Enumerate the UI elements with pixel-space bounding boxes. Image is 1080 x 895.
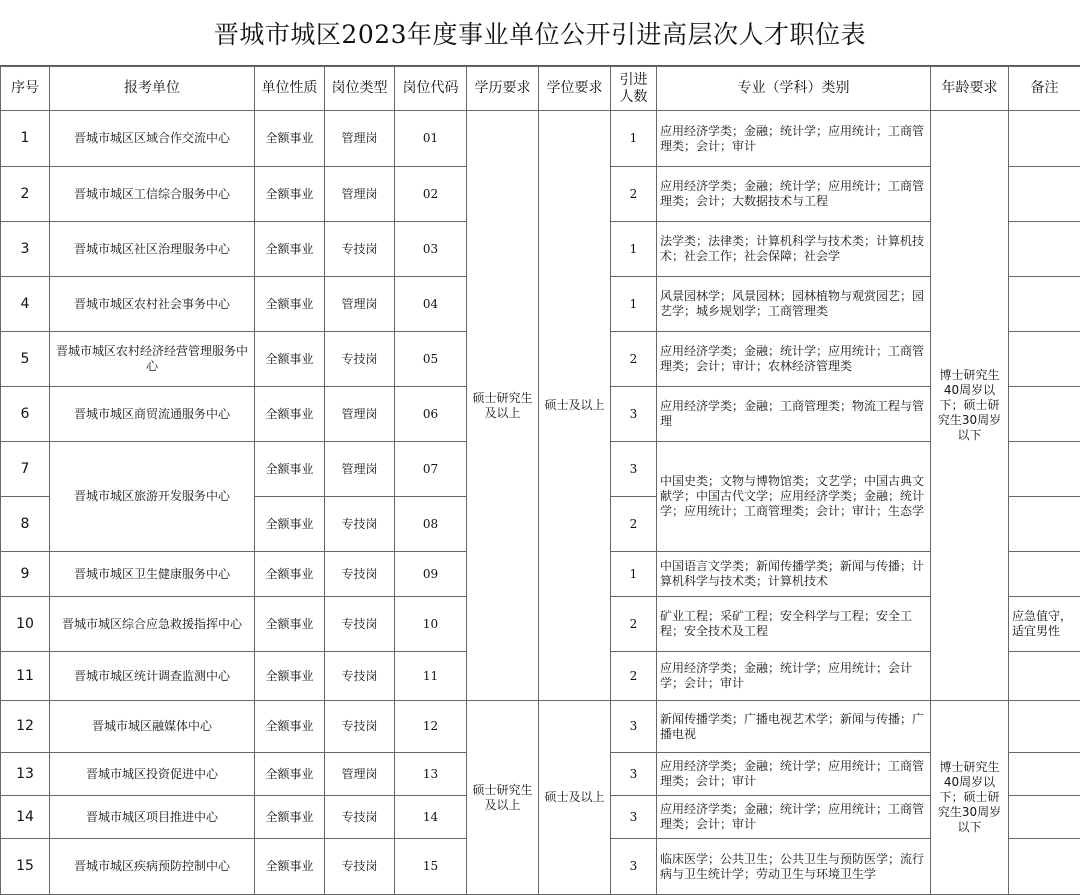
cell-note [1009, 839, 1080, 895]
cell-major: 风景园林学；风景园林；园林植物与观赏园艺；园艺学；城乡规划学；工商管理类 [657, 277, 931, 332]
cell-unit: 晋城市城区商贸流通服务中心 [50, 387, 255, 442]
cell-nature: 全额事业 [255, 497, 325, 552]
cell-post-code: 08 [395, 497, 467, 552]
cell-education-group2: 硕士研究生及以上 [467, 701, 539, 895]
cell-nature: 全额事业 [255, 167, 325, 222]
cell-unit: 晋城市城区区域合作交流中心 [50, 111, 255, 167]
cell-nature: 全额事业 [255, 839, 325, 895]
cell-post-type: 管理岗 [325, 753, 395, 796]
cell-major: 中国史类；文物与博物馆类；文艺学；中国古典文献学；中国古代文学；应用经济学类；金融；统计学；应用统计；工商管理类；会计；审计；生态学 [657, 442, 931, 552]
cell-post-code: 15 [395, 839, 467, 895]
cell-count: 1 [611, 552, 657, 597]
cell-note [1009, 277, 1080, 332]
cell-post-type: 管理岗 [325, 387, 395, 442]
cell-seq: 10 [1, 597, 50, 652]
header-seq: 序号 [1, 67, 50, 111]
cell-seq: 2 [1, 167, 50, 222]
header-unit: 报考单位 [50, 67, 255, 111]
cell-count: 2 [611, 497, 657, 552]
cell-count: 2 [611, 597, 657, 652]
cell-unit: 晋城市城区工信综合服务中心 [50, 167, 255, 222]
cell-note [1009, 387, 1080, 442]
cell-post-type: 专技岗 [325, 332, 395, 387]
cell-nature: 全额事业 [255, 753, 325, 796]
cell-post-code: 10 [395, 597, 467, 652]
cell-post-type: 专技岗 [325, 222, 395, 277]
cell-unit: 晋城市城区疾病预防控制中心 [50, 839, 255, 895]
cell-unit: 晋城市城区统计调查监测中心 [50, 652, 255, 701]
cell-count: 2 [611, 652, 657, 701]
header-post-code: 岗位代码 [395, 67, 467, 111]
cell-unit: 晋城市城区农村社会事务中心 [50, 277, 255, 332]
cell-post-type: 专技岗 [325, 839, 395, 895]
cell-note [1009, 652, 1080, 701]
cell-unit: 晋城市城区综合应急救援指挥中心 [50, 597, 255, 652]
cell-post-type: 管理岗 [325, 167, 395, 222]
cell-nature: 全额事业 [255, 332, 325, 387]
cell-post-code: 07 [395, 442, 467, 497]
cell-nature: 全额事业 [255, 442, 325, 497]
cell-nature: 全额事业 [255, 796, 325, 839]
cell-major: 矿业工程；采矿工程；安全科学与工程；安全工程；安全技术及工程 [657, 597, 931, 652]
cell-unit: 晋城市城区项目推进中心 [50, 796, 255, 839]
cell-count: 3 [611, 387, 657, 442]
cell-count: 3 [611, 796, 657, 839]
cell-post-type: 专技岗 [325, 552, 395, 597]
cell-post-code: 09 [395, 552, 467, 597]
header-count: 引进人数 [611, 67, 657, 111]
cell-count: 2 [611, 332, 657, 387]
cell-major: 临床医学；公共卫生；公共卫生与预防医学；流行病与卫生统计学；劳动卫生与环境卫生学 [657, 839, 931, 895]
cell-seq: 3 [1, 222, 50, 277]
cell-major: 应用经济学类；金融；统计学；应用统计；工商管理类；会计；审计 [657, 111, 931, 167]
cell-major: 应用经济学类；金融；统计学；应用统计；工商管理类；会计；审计；农林经济管理类 [657, 332, 931, 387]
cell-unit: 晋城市城区农村经济经营管理服务中心 [50, 332, 255, 387]
cell-nature: 全额事业 [255, 222, 325, 277]
cell-post-code: 02 [395, 167, 467, 222]
cell-count: 3 [611, 701, 657, 753]
cell-nature: 全额事业 [255, 701, 325, 753]
cell-age-group2: 博士研究生40周岁以下；硕士研究生30周岁以下 [931, 701, 1009, 895]
cell-count: 3 [611, 839, 657, 895]
cell-post-code: 06 [395, 387, 467, 442]
cell-major: 应用经济学类；金融；统计学；应用统计；会计学；会计；审计 [657, 652, 931, 701]
cell-post-type: 专技岗 [325, 497, 395, 552]
cell-note [1009, 111, 1080, 167]
cell-seq: 9 [1, 552, 50, 597]
cell-note [1009, 753, 1080, 796]
header-nature: 单位性质 [255, 67, 325, 111]
cell-seq: 1 [1, 111, 50, 167]
cell-note [1009, 497, 1080, 552]
document-title: 晋城市城区2023年度事业单位公开引进高层次人才职位表 [0, 0, 1080, 66]
header-education: 学历要求 [467, 67, 539, 111]
cell-count: 3 [611, 442, 657, 497]
cell-seq: 4 [1, 277, 50, 332]
cell-age-group1: 博士研究生40周岁以下；硕士研究生30周岁以下 [931, 111, 1009, 701]
cell-post-code: 03 [395, 222, 467, 277]
cell-count: 1 [611, 222, 657, 277]
cell-count: 1 [611, 111, 657, 167]
table-row [1, 111, 1080, 167]
cell-seq: 11 [1, 652, 50, 701]
table-row [1, 701, 1080, 753]
cell-major: 法学类；法律类；计算机科学与技术类；计算机技术；社会工作；社会保障；社会学 [657, 222, 931, 277]
cell-nature: 全额事业 [255, 597, 325, 652]
cell-seq: 15 [1, 839, 50, 895]
cell-seq: 6 [1, 387, 50, 442]
cell-nature: 全额事业 [255, 111, 325, 167]
cell-post-type: 专技岗 [325, 796, 395, 839]
cell-unit: 晋城市城区社区治理服务中心 [50, 222, 255, 277]
cell-post-code: 04 [395, 277, 467, 332]
cell-post-type: 专技岗 [325, 652, 395, 701]
cell-major: 应用经济学类；金融；统计学；应用统计；工商管理类；会计；大数据技术与工程 [657, 167, 931, 222]
cell-post-type: 管理岗 [325, 442, 395, 497]
cell-post-type: 专技岗 [325, 597, 395, 652]
cell-count: 3 [611, 753, 657, 796]
cell-major: 应用经济学类；金融；统计学；应用统计；工商管理类；会计；审计 [657, 753, 931, 796]
header-row [1, 67, 1080, 111]
position-table [0, 66, 1080, 895]
cell-seq: 5 [1, 332, 50, 387]
cell-note [1009, 332, 1080, 387]
cell-count: 2 [611, 167, 657, 222]
cell-seq: 13 [1, 753, 50, 796]
cell-unit: 晋城市城区旅游开发服务中心 [50, 442, 255, 552]
cell-note [1009, 222, 1080, 277]
cell-seq: 12 [1, 701, 50, 753]
cell-nature: 全额事业 [255, 552, 325, 597]
cell-note [1009, 796, 1080, 839]
cell-unit: 晋城市城区卫生健康服务中心 [50, 552, 255, 597]
cell-note: 应急值守，适宜男性 [1009, 597, 1080, 652]
cell-nature: 全额事业 [255, 387, 325, 442]
cell-post-code: 11 [395, 652, 467, 701]
cell-post-type: 管理岗 [325, 111, 395, 167]
cell-count: 1 [611, 277, 657, 332]
cell-degree-group1: 硕士及以上 [539, 111, 611, 701]
header-post-type: 岗位类型 [325, 67, 395, 111]
cell-seq: 8 [1, 497, 50, 552]
cell-post-code: 14 [395, 796, 467, 839]
cell-major: 应用经济学类；金融；统计学；应用统计；工商管理类；会计；审计 [657, 796, 931, 839]
cell-post-code: 01 [395, 111, 467, 167]
cell-note [1009, 442, 1080, 497]
header-major: 专业（学科）类别 [657, 67, 931, 111]
cell-degree-group2: 硕士及以上 [539, 701, 611, 895]
cell-major: 应用经济学类；金融；工商管理类；物流工程与管理 [657, 387, 931, 442]
cell-seq: 7 [1, 442, 50, 497]
header-age: 年龄要求 [931, 67, 1009, 111]
cell-post-type: 管理岗 [325, 277, 395, 332]
cell-note [1009, 552, 1080, 597]
header-degree: 学位要求 [539, 67, 611, 111]
cell-note [1009, 701, 1080, 753]
cell-unit: 晋城市城区融媒体中心 [50, 701, 255, 753]
cell-note [1009, 167, 1080, 222]
cell-nature: 全额事业 [255, 277, 325, 332]
cell-major: 新闻传播学类；广播电视艺术学；新闻与传播；广播电视 [657, 701, 931, 753]
header-note: 备注 [1009, 67, 1080, 111]
cell-seq: 14 [1, 796, 50, 839]
cell-post-code: 13 [395, 753, 467, 796]
cell-major: 中国语言文学类；新闻传播学类；新闻与传播；计算机科学与技术类；计算机技术 [657, 552, 931, 597]
cell-post-code: 05 [395, 332, 467, 387]
cell-post-code: 12 [395, 701, 467, 753]
cell-nature: 全额事业 [255, 652, 325, 701]
cell-education-group1: 硕士研究生及以上 [467, 111, 539, 701]
cell-post-type: 专技岗 [325, 701, 395, 753]
cell-unit: 晋城市城区投资促进中心 [50, 753, 255, 796]
